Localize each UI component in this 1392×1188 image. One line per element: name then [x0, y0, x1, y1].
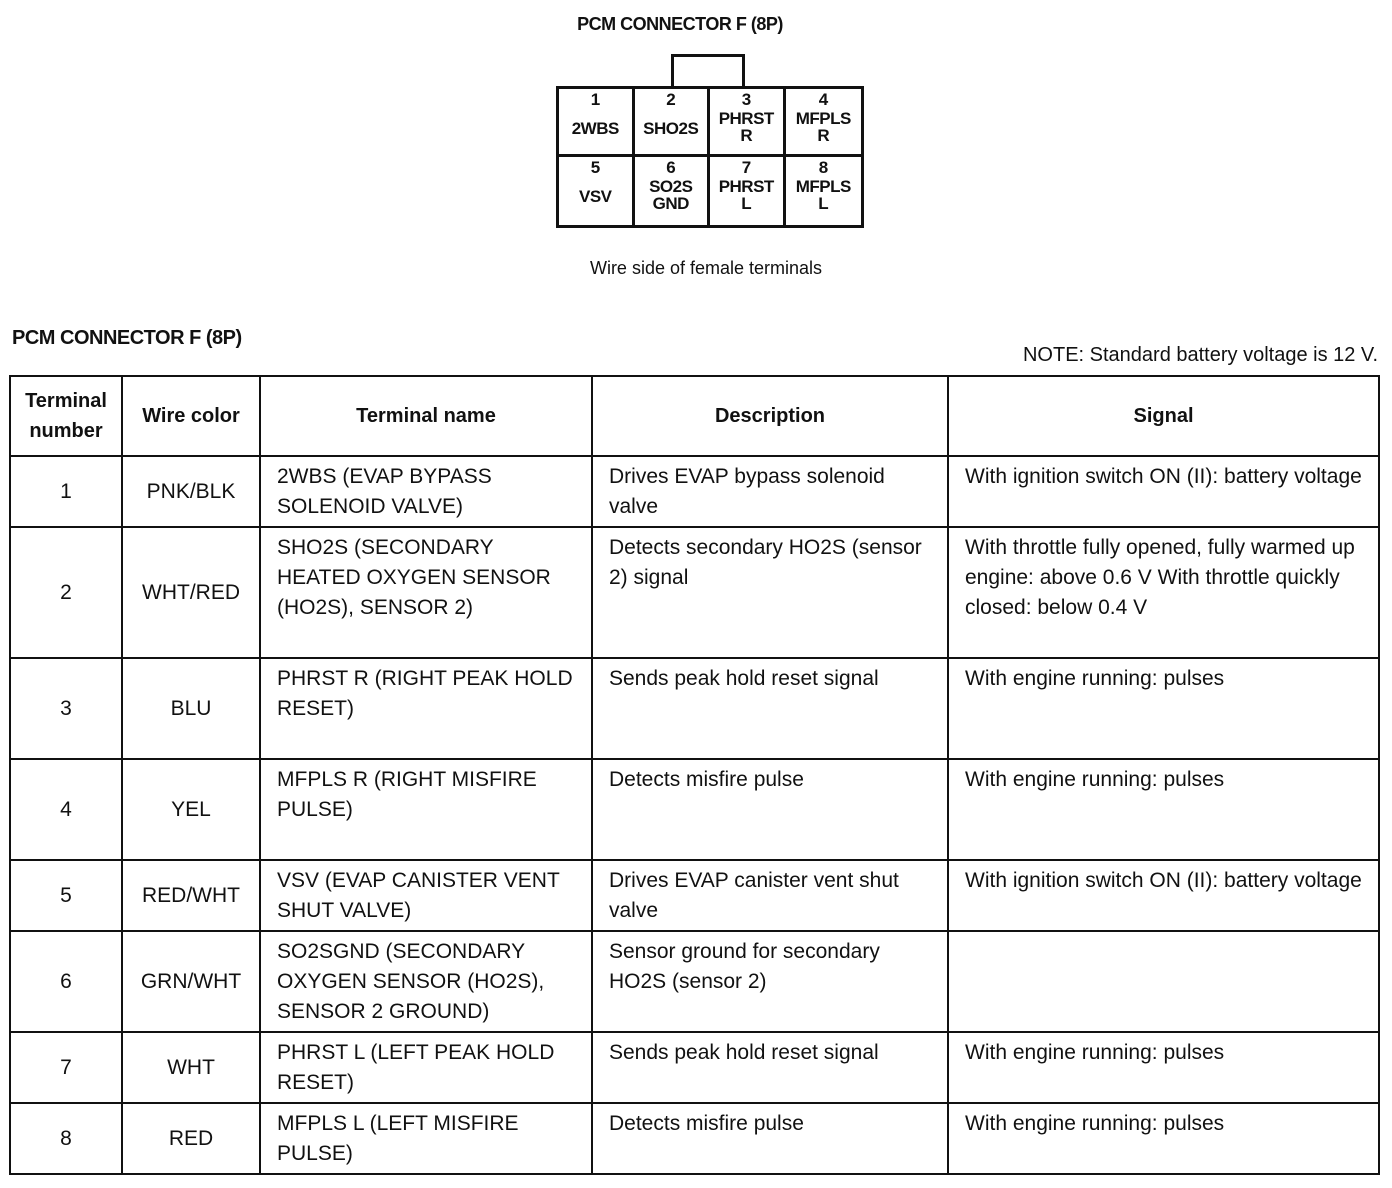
description: Sends peak hold reset signal — [592, 658, 948, 759]
table-row — [10, 527, 1379, 658]
signal: With engine running: pulses — [948, 1103, 1379, 1174]
connector-pin-3 — [710, 89, 786, 157]
table-header-row — [10, 376, 1379, 456]
signal: With throttle fully opened, fully warmed up engine: above 0.6 V With throttle quickly closed: below 0.4 V — [948, 527, 1379, 658]
pin-number: 6 — [666, 158, 676, 177]
connector-pin-7 — [710, 157, 786, 225]
description: Sends peak hold reset signal — [592, 1032, 948, 1103]
wire-color: BLU — [122, 658, 260, 759]
pin-label: SO2S GND — [649, 177, 693, 213]
header-terminal-name: Terminal name — [260, 376, 592, 456]
pin-number: 2 — [666, 90, 676, 109]
diagram-caption: Wire side of female terminals — [589, 258, 823, 278]
terminal-name: VSV (EVAP CANISTER VENT SHUT VALVE) — [260, 860, 592, 931]
pin-label: PHRST L — [718, 177, 774, 213]
table-row — [10, 1032, 1379, 1103]
signal — [948, 931, 1379, 1032]
description: Drives EVAP canister vent shut valve — [592, 860, 948, 931]
pin-number: 5 — [590, 158, 600, 177]
connector-diagram-title: PCM CONNECTOR F (8P) — [577, 14, 783, 34]
connector-pin-1 — [559, 89, 635, 157]
wire-color: YEL — [122, 759, 260, 860]
pin-label: MFPLS L — [795, 177, 851, 213]
table-row — [10, 658, 1379, 759]
connector-pin-6 — [635, 157, 711, 225]
description: Detects secondary HO2S (sensor 2) signal — [592, 527, 948, 658]
wire-color: WHT/RED — [122, 527, 260, 658]
voltage-note: NOTE: Standard battery voltage is 12 V. — [1022, 344, 1378, 366]
terminal-number: 7 — [10, 1032, 122, 1103]
terminal-number: 3 — [10, 658, 122, 759]
connector-pin-grid — [556, 86, 864, 228]
pin-label: MFPLS R — [795, 109, 851, 145]
signal: With ignition switch ON (II): battery voltage — [948, 860, 1379, 931]
pin-label: VSV — [578, 187, 612, 206]
connector-pin-8 — [786, 157, 862, 225]
wire-color: RED/WHT — [122, 860, 260, 931]
terminal-name: MFPLS L (LEFT MISFIRE PULSE) — [260, 1103, 592, 1174]
wire-color: WHT — [122, 1032, 260, 1103]
terminal-number: 4 — [10, 759, 122, 860]
signal: With ignition switch ON (II): battery voltage — [948, 456, 1379, 527]
header-terminal-number: Terminal number — [10, 376, 122, 456]
header-description: Description — [592, 376, 948, 456]
pin-number: 7 — [741, 158, 751, 177]
pin-number: 1 — [590, 90, 600, 109]
pin-number: 3 — [741, 90, 751, 109]
terminal-number: 2 — [10, 527, 122, 658]
connector-latch — [671, 54, 745, 86]
signal: With engine running: pulses — [948, 759, 1379, 860]
terminal-name: 2WBS (EVAP BYPASS SOLENOID VALVE) — [260, 456, 592, 527]
terminal-number: 6 — [10, 931, 122, 1032]
terminal-table — [9, 375, 1380, 1175]
header-wire-color: Wire color — [122, 376, 260, 456]
connector-pin-4 — [786, 89, 862, 157]
connector-pin-5 — [559, 157, 635, 225]
description: Detects misfire pulse — [592, 1103, 948, 1174]
terminal-number: 8 — [10, 1103, 122, 1174]
terminal-name: PHRST L (LEFT PEAK HOLD RESET) — [260, 1032, 592, 1103]
wire-color: GRN/WHT — [122, 931, 260, 1032]
signal: With engine running: pulses — [948, 658, 1379, 759]
table-row — [10, 759, 1379, 860]
pin-number: 4 — [818, 90, 828, 109]
terminal-number: 5 — [10, 860, 122, 931]
table-row — [10, 1103, 1379, 1174]
description: Drives EVAP bypass solenoid valve — [592, 456, 948, 527]
terminal-name: MFPLS R (RIGHT MISFIRE PULSE) — [260, 759, 592, 860]
pin-label: SHO2S — [643, 119, 699, 138]
wire-color: PNK/BLK — [122, 456, 260, 527]
connector-diagram — [556, 54, 868, 230]
table-row — [10, 860, 1379, 931]
table-title: PCM CONNECTOR F (8P) — [12, 327, 242, 349]
table-row — [10, 931, 1379, 1032]
pin-label: 2WBS — [571, 119, 619, 138]
terminal-name: SHO2S (SECONDARY HEATED OXYGEN SENSOR (HO2S), SENSOR 2) — [260, 527, 592, 658]
header-signal: Signal — [948, 376, 1379, 456]
connector-pin-2 — [635, 89, 711, 157]
wire-color: RED — [122, 1103, 260, 1174]
description: Sensor ground for secondary HO2S (sensor 2) — [592, 931, 948, 1032]
pin-number: 8 — [818, 158, 828, 177]
description: Detects misfire pulse — [592, 759, 948, 860]
terminal-name: PHRST R (RIGHT PEAK HOLD RESET) — [260, 658, 592, 759]
signal: With engine running: pulses — [948, 1032, 1379, 1103]
terminal-number: 1 — [10, 456, 122, 527]
table-row — [10, 456, 1379, 527]
terminal-name: SO2SGND (SECONDARY OXYGEN SENSOR (HO2S), SENSOR 2 GROUND) — [260, 931, 592, 1032]
pin-label: PHRST R — [718, 109, 774, 145]
